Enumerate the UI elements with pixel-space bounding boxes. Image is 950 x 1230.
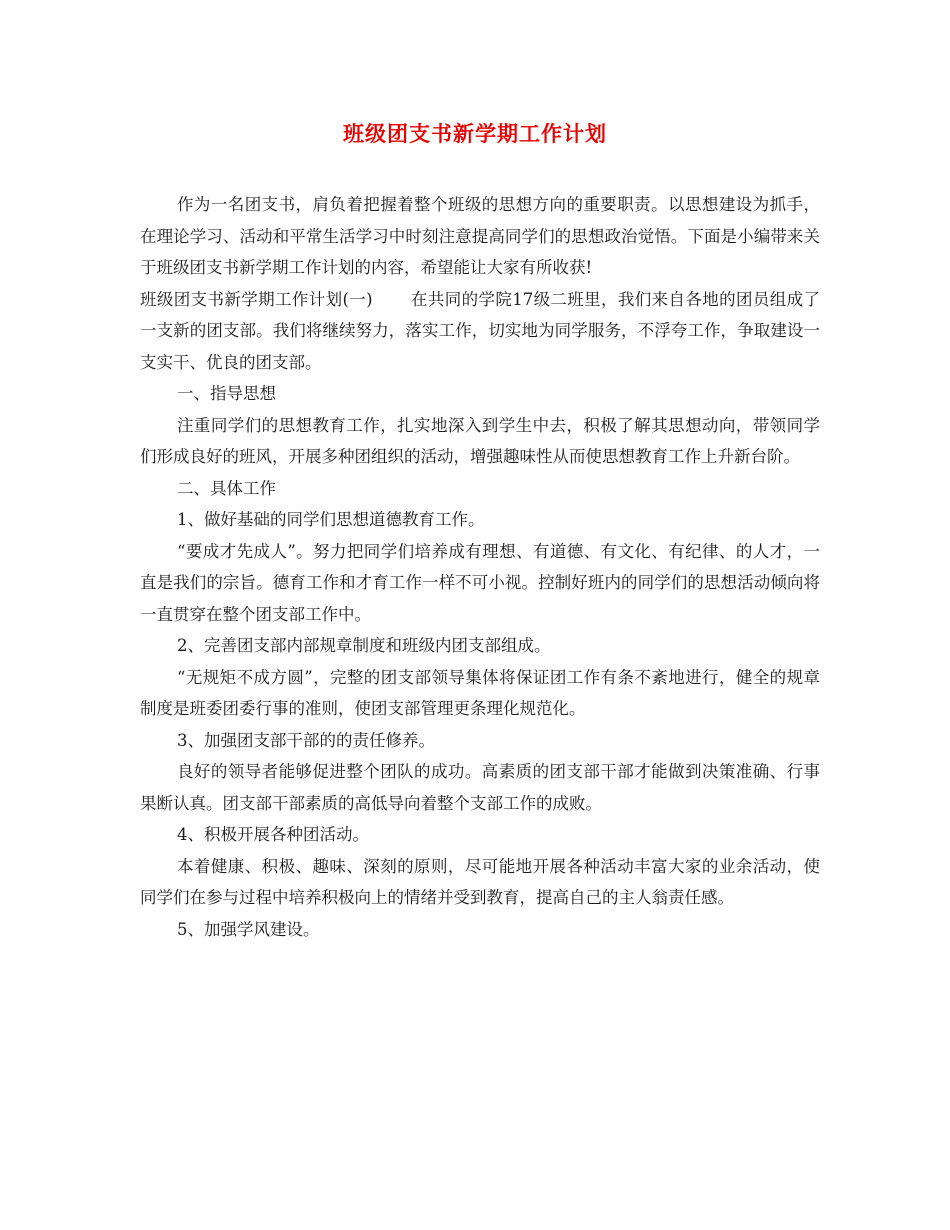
item2-heading: 2、完善团支部内部规章制度和班级内团支部组成。	[177, 636, 551, 655]
section2-heading: 二、具体工作	[177, 478, 276, 498]
item1-heading: 1、做好基础的同学们思想道德教育工作。	[177, 510, 485, 529]
item4-heading: 4、积极开展各种团活动。	[177, 825, 369, 844]
item5-heading: 5、加强学风建设。	[177, 919, 320, 939]
item3-heading: 3、加强团支部干部的的责任修养。	[177, 730, 435, 750]
document-title: 班级团支书新学期工作计划	[343, 121, 607, 146]
item2-paragraph: “无规矩不成方圆”，完整的团支部领导集体将保证团工作有条不紊地进行，健全的规章制度是班委团委行事的准则，使团支部管理更条理化规范化。	[140, 667, 820, 718]
section1-heading: 一、指导思想	[177, 384, 276, 403]
plan-text: 在共同的学院17级二班里，我们来自各地的团员组成了一支新的团支部。我们将继续努力，落实工作，切实地为同学服务，不浮夸工作，争取建设一支实干、优良的团支部。	[140, 289, 821, 372]
plan-paragraph	[140, 284, 820, 379]
item4-paragraph: 本着健康、积极、趣味、深刻的原则，尽可能地开展各种活动丰富大家的业余活动，使同学们在参与过程中培养积极向上的情绪并受到教育，提高自己的主人翁责任感。	[140, 856, 820, 907]
section1-paragraph: 注重同学们的思想教育工作，扎实地深入到学生中去，积极了解其思想动向，带领同学们形成良好的班风，开展多种团组织的活动，增强趣味性从而使思想教育工作上升新台阶。	[140, 415, 820, 466]
document-body	[140, 189, 820, 945]
item3-paragraph: 良好的领导者能够促进整个团队的成功。高素质的团支部干部才能做到决策准确、行事果断认真。团支部干部素质的高低导向着整个支部工作的成败。	[140, 762, 820, 813]
intro-paragraph: 作为一名团支书，肩负着把握着整个班级的思想方向的重要职责。以思想建设为抓手，在理论学习、活动和平常生活学习中时刻注意提高同学们的思想政治觉悟。下面是小编带来关于班级团支书新学期工作计划的内容，希望能让大家有所收获!	[140, 195, 820, 277]
item1-paragraph: “要成才先成人”。努力把同学们培养成有理想、有道德、有文化、有纪律、的人才，一直是我们的宗旨。德育工作和才育工作一样不可小视。控制好班内的同学们的思想活动倾向将一直贯穿在整个团支部工作中。	[140, 541, 820, 624]
plan-label: 班级团支书新学期工作计划(一)	[140, 289, 373, 309]
